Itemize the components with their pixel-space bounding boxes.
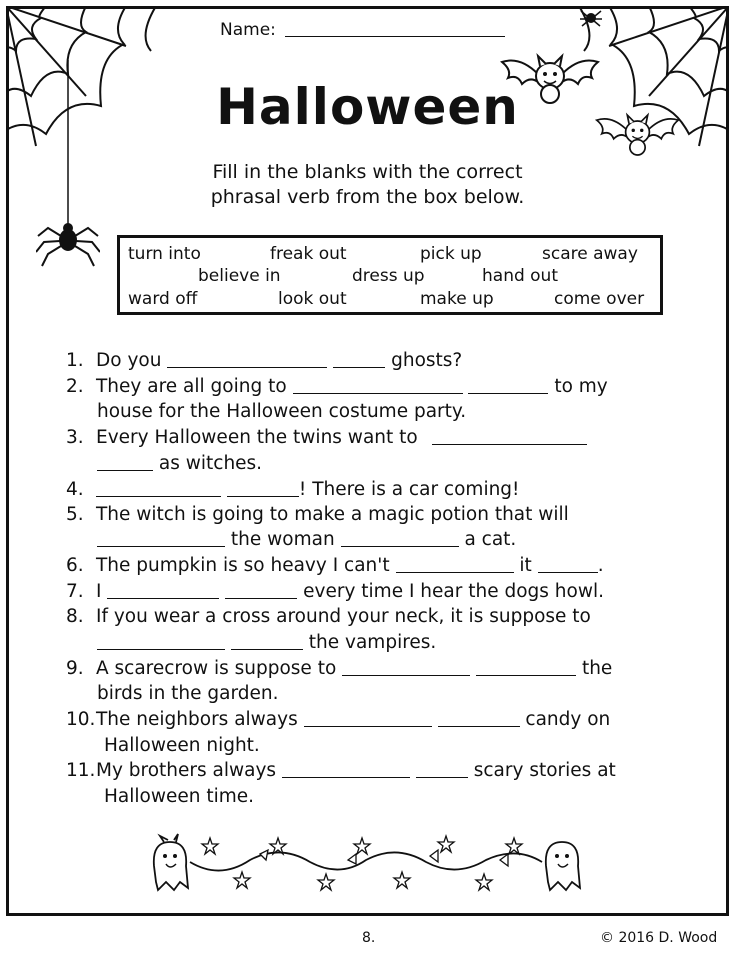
answer-blank[interactable]	[342, 659, 470, 676]
answer-blank[interactable]	[231, 633, 303, 650]
question-text: every time I hear the dogs howl.	[303, 581, 604, 602]
question-number: 3.	[66, 427, 84, 448]
question-number: 7.	[66, 581, 84, 602]
question-6	[66, 554, 604, 578]
question-number: 5.	[66, 504, 84, 525]
answer-blank[interactable]	[416, 761, 468, 778]
word-item: believe in	[198, 266, 281, 286]
question-text: it	[519, 555, 532, 576]
question-text: The pumpkin is so heavy I can't	[96, 555, 390, 576]
word-item: dress up	[352, 266, 425, 286]
instructions-line: phrasal verb from the box below.	[210, 186, 525, 208]
question-number: 9.	[66, 658, 84, 679]
answer-blank[interactable]	[341, 530, 459, 547]
answer-blank[interactable]	[476, 659, 576, 676]
question-text: .	[597, 555, 604, 576]
answer-blank[interactable]	[333, 351, 385, 368]
question-text: The witch is going to make a magic potion that will	[96, 504, 569, 525]
question-5-continued	[97, 528, 516, 552]
answer-blank[interactable]	[227, 480, 299, 497]
name-label: Name:	[220, 20, 276, 40]
name-row	[220, 20, 505, 40]
question-5	[66, 503, 569, 527]
question-text: They are all going to	[96, 376, 287, 397]
question-text: Every Halloween the twins want to	[96, 427, 418, 448]
answer-blank[interactable]	[468, 377, 548, 394]
question-10-continued: Halloween night.	[104, 735, 260, 756]
answer-blank[interactable]	[97, 530, 225, 547]
question-text: the vampires.	[308, 632, 437, 653]
question-number: 11.	[66, 760, 96, 781]
question-2	[66, 375, 608, 399]
question-text: the	[581, 658, 613, 679]
name-field[interactable]	[285, 36, 505, 37]
question-text: A scarecrow is suppose to	[96, 658, 337, 679]
answer-blank[interactable]	[396, 556, 514, 573]
question-number: 10.	[66, 709, 96, 730]
question-8-continued	[97, 631, 436, 655]
word-item: freak out	[270, 244, 347, 264]
question-number: 4.	[66, 479, 84, 500]
word-item: ward off	[128, 289, 198, 309]
question-text: as witches.	[158, 453, 263, 474]
question-number: 1.	[66, 350, 84, 371]
answer-blank[interactable]	[97, 454, 153, 471]
word-item: hand out	[482, 266, 559, 286]
answer-blank[interactable]	[538, 556, 598, 573]
question-text: I	[96, 581, 102, 602]
question-number: 6.	[66, 555, 84, 576]
word-item: scare away	[542, 244, 638, 264]
answer-blank[interactable]	[107, 582, 219, 599]
question-number: 2.	[66, 376, 84, 397]
word-item: look out	[278, 289, 347, 309]
question-10	[66, 708, 610, 732]
word-item: pick up	[420, 244, 482, 264]
page-title: Halloween	[216, 78, 519, 136]
answer-blank[interactable]	[96, 480, 221, 497]
question-text: a cat.	[464, 529, 517, 550]
question-number: 8.	[66, 606, 84, 627]
answer-blank[interactable]	[304, 710, 432, 727]
question-3	[66, 426, 587, 450]
question-11-continued: Halloween time.	[104, 786, 255, 807]
question-text: ! There is a car coming!	[298, 479, 520, 500]
word-item: come over	[554, 289, 645, 309]
question-text: scary stories at	[473, 760, 616, 781]
answer-blank[interactable]	[225, 582, 297, 599]
answer-blank[interactable]	[293, 377, 463, 394]
answer-blank[interactable]	[432, 428, 587, 445]
instructions-line: Fill in the blanks with the correct	[212, 161, 523, 183]
question-text: to my	[554, 376, 608, 397]
answer-blank[interactable]	[97, 633, 225, 650]
answer-blank[interactable]	[282, 761, 410, 778]
word-item: make up	[420, 289, 494, 309]
question-1	[66, 349, 462, 373]
question-8	[66, 605, 591, 629]
question-text: The neighbors always	[96, 709, 298, 730]
question-text: candy on	[525, 709, 611, 730]
instructions	[0, 160, 735, 210]
question-9	[66, 657, 612, 681]
word-item: turn into	[128, 244, 201, 264]
question-7	[66, 580, 604, 604]
question-9-continued: birds in the garden.	[97, 683, 279, 704]
halloween-garland-icon	[150, 832, 582, 896]
question-text: My brothers always	[96, 760, 277, 781]
question-4	[66, 478, 519, 502]
question-text: If you wear a cross around your neck, it is suppose to	[96, 606, 591, 627]
question-text: the woman	[230, 529, 335, 550]
word-box	[117, 235, 663, 315]
small-spider-icon	[580, 11, 602, 26]
question-text: Do you	[96, 350, 162, 371]
answer-blank[interactable]	[167, 351, 327, 368]
question-text: ghosts?	[391, 350, 463, 371]
answer-blank[interactable]	[438, 710, 520, 727]
page-number: 8.	[362, 930, 376, 946]
question-3-continued	[97, 452, 262, 476]
question-11	[66, 759, 616, 783]
copyright: © 2016 D. Wood	[600, 930, 718, 946]
question-2-continued: house for the Halloween costume party.	[97, 401, 467, 422]
